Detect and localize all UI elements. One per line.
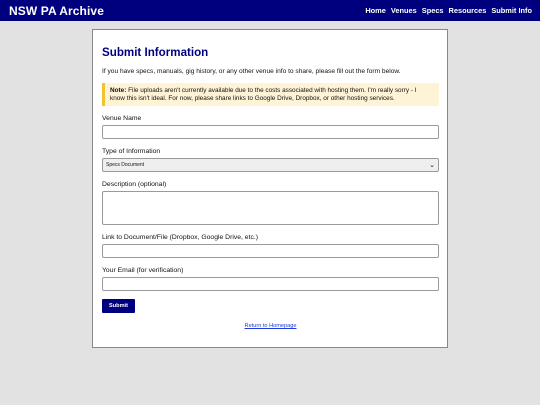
- nav-home-link[interactable]: Home: [365, 6, 386, 15]
- nav-specs-link[interactable]: Specs: [421, 6, 444, 15]
- description-label: Description (optional): [102, 181, 167, 189]
- nav-submit-info-link[interactable]: Submit Info: [491, 6, 532, 15]
- type-label: Type of Information: [102, 148, 161, 156]
- top-nav-bar: [0, 0, 540, 21]
- submit-form-card: [92, 29, 448, 348]
- page-title: Submit Information: [102, 46, 209, 59]
- email-input[interactable]: [102, 277, 439, 291]
- email-label: Your Email (for verification): [102, 267, 184, 275]
- venue-name-input[interactable]: [102, 125, 439, 139]
- chevron-down-icon: ⌄: [429, 161, 435, 169]
- note-label: Note:: [110, 87, 127, 94]
- link-input[interactable]: [102, 244, 439, 258]
- submit-button[interactable]: Submit: [102, 299, 135, 313]
- upload-notice: [102, 83, 439, 106]
- nav-venues-link[interactable]: Venues: [390, 6, 417, 15]
- note-text: File uploads aren't currently available due to the costs associated with hosting them. I'm really sorry - I know this isn't ideal. For now, please share links to Google Drive, Dropbox, or other hosting services.: [110, 87, 417, 102]
- link-label: Link to Document/File (Dropbox, Google Drive, etc.): [102, 234, 259, 242]
- intro-text: If you have specs, manuals, gig history, or any other venue info to share, please fill out the form below.: [102, 68, 401, 75]
- type-selected-value: Specs Document: [106, 162, 145, 169]
- main-nav: [365, 6, 532, 15]
- return-homepage-link[interactable]: Return to Homepage: [244, 323, 297, 330]
- site-title[interactable]: NSW PA Archive: [9, 3, 104, 18]
- description-textarea[interactable]: [102, 191, 439, 225]
- venue-name-label: Venue Name: [102, 115, 142, 123]
- nav-resources-link[interactable]: Resources: [448, 6, 487, 15]
- type-select[interactable]: [102, 158, 439, 172]
